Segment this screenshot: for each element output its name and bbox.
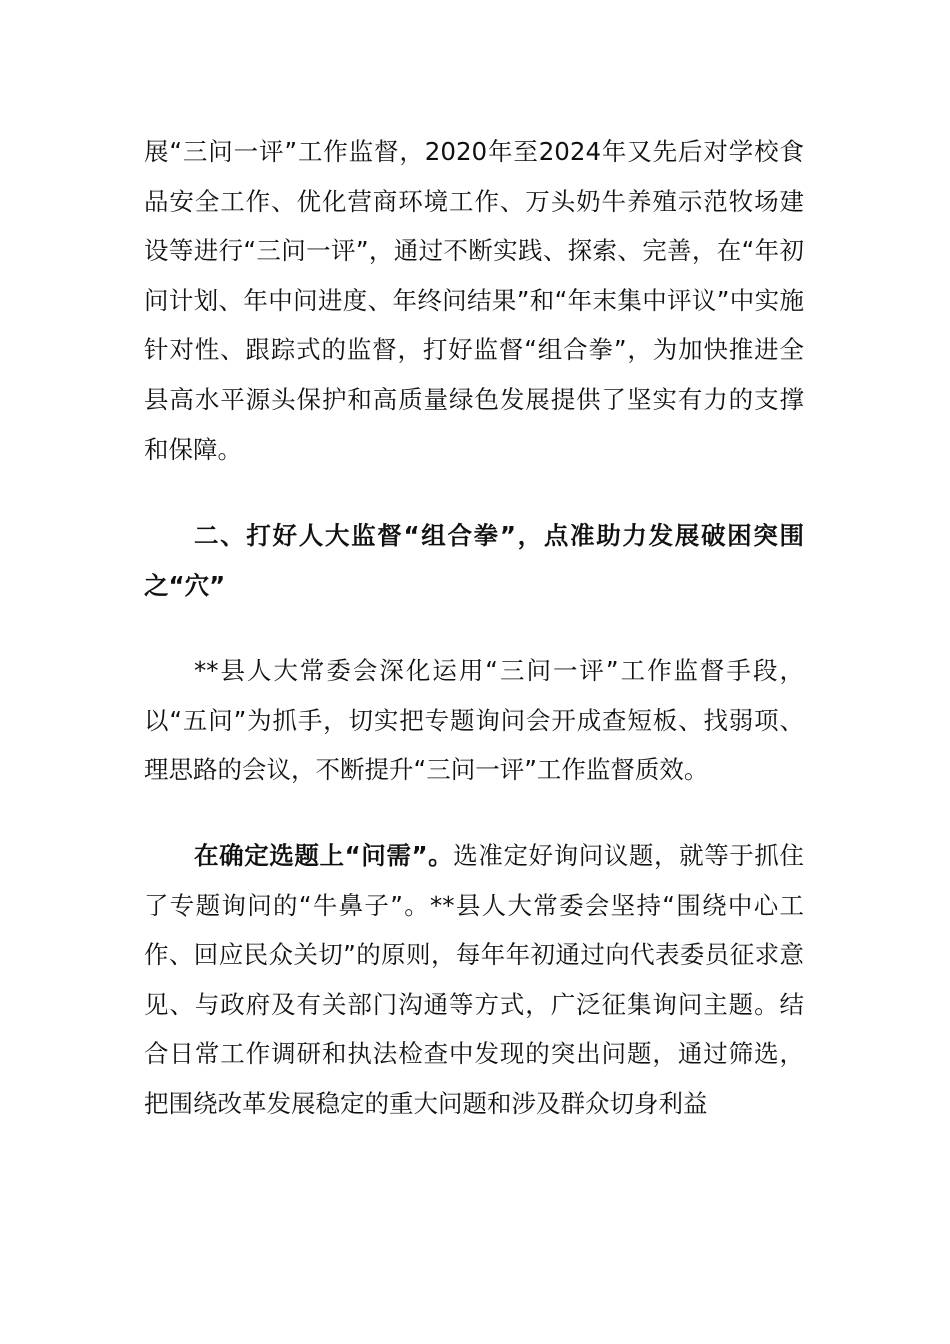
body-paragraph: **县人大常委会深化运用“三问一评”工作监督手段，以“五问”为抓手，切实把专题询问会开成查短板、找弱项、理思路的会议，不断提升“三问一评”工作监督质效。 <box>144 656 804 785</box>
body-paragraph <box>144 831 804 1129</box>
section-heading: 二、打好人大监督“组合拳”，点准助力发展破困突围之“穴” <box>144 521 804 600</box>
paragraph-lead-heading: 在确定选题上“问需”。 <box>194 841 454 870</box>
body-paragraph: 展“三问一评”工作监督，2020年至2024年又先后对学校食品安全工作、优化营商环境工作、万头奶牛养殖示范牧场建设等进行“三问一评”，通过不断实践、探索、完善，在“年初问计划、年中问进度、年终问结果”和“年末集中评议”中实施针对性、跟踪式的监督，打好监督“组合拳”，为加快推进全县高水平源头保护和高质量绿色发展提供了坚实有力的支撑和保障。 <box>144 137 804 464</box>
paragraph-body-text: 选准定好询问议题，就等于抓住了专题询问的“牛鼻子”。**县人大常委会坚持“围绕中心工作、回应民众关切”的原则，每年年初通过向代表委员征求意见、与政府及有关部门沟通等方式，广泛征集询问主题。结合日常工作调研和执法检查中发现的突出问题，通过筛选，把围绕改革发展稳定的重大问题和涉及群众切身利益 <box>144 841 804 1118</box>
